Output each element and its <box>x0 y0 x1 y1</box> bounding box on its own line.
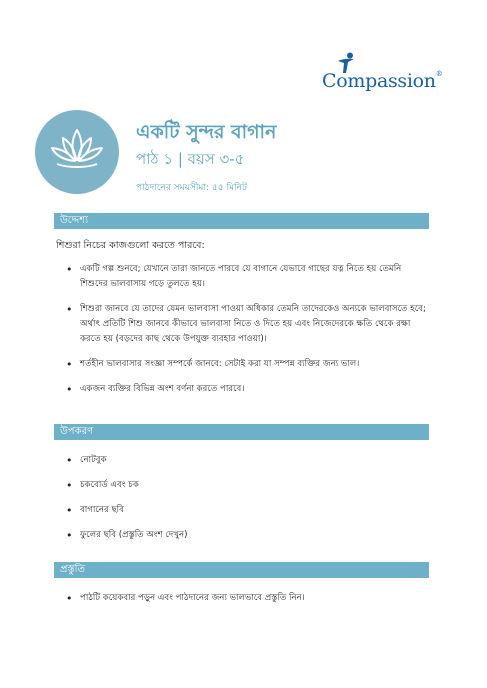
lesson-subtitle: পাঠ ১ | বয়স ৩-৫ <box>136 150 245 168</box>
lesson-duration: পাঠদানের সময়সীমা: ৫৫ মিনিট <box>136 183 247 193</box>
preparation-list <box>56 591 426 606</box>
page-title: একটি সুন্দর বাগান <box>136 121 277 143</box>
objectives-intro: শিশুরা নিচের কাজগুলো করতে পারবে: <box>56 240 205 251</box>
materials-list <box>56 453 426 543</box>
lotus-badge <box>35 110 119 194</box>
list-item: • একজন ব্যক্তির বিভিন্ন অংশ বর্ণনা করতে পারবে। <box>56 382 426 397</box>
section-heading-objectives: উদ্দেশ্য <box>54 213 429 229</box>
list-item: • একটি গল্প শুনবে; যেখানে তারা জানতে পারবে যে বাগানে যেভাবে গাছের যত্ন নিতে হয় তেমনি শিশুদের ভালবাসায় গড়ে তুলতে হয়। <box>56 262 426 292</box>
lotus-icon <box>49 128 105 172</box>
section-heading-materials: উপকরণ <box>54 424 429 440</box>
list-item: • ফুলের ছবি (প্রস্তুতি অংশ দেখুন) <box>56 528 426 543</box>
list-item: • পাঠটি কয়েকবার পড়ুন এবং পাঠদানের জন্য ভালভাবে প্রস্তুতি নিন। <box>56 591 426 606</box>
list-item: • চকবোর্ড এবং চক <box>56 478 426 493</box>
list-item: • শিশুরা জানবে যে তাদের যেমন ভালবাসা পাওয়া অধিকার তেমনি তাদেরকেও অন্যকে ভালবাসতে হবে; অর্থাৎ প্রতিটি শিশু জানবে কীভাবে ভালবাসা নিতে ও দিতে হয় এবং নিজেদেরকে ক্ষতি থেকে রক্ষা করতে হয় (বড়দের কাছ থেকে উপযুক্ত ব্যবহার পাওয়া)। <box>56 302 426 347</box>
objectives-list <box>56 262 426 397</box>
logo-wordmark: Compassion® <box>322 70 443 92</box>
list-item: • শর্তহীন ভালবাসার সংজ্ঞা সম্পর্কে জানবে: সেটাই করা যা সম্পন্ন ব্যক্তির জন্য ভাল। <box>56 357 426 372</box>
list-item: • নোটবুক <box>56 453 426 468</box>
compassion-logo <box>322 52 443 98</box>
list-item: • বাগানের ছবি <box>56 503 426 518</box>
section-heading-preparation: প্রস্তুতি <box>54 562 429 578</box>
